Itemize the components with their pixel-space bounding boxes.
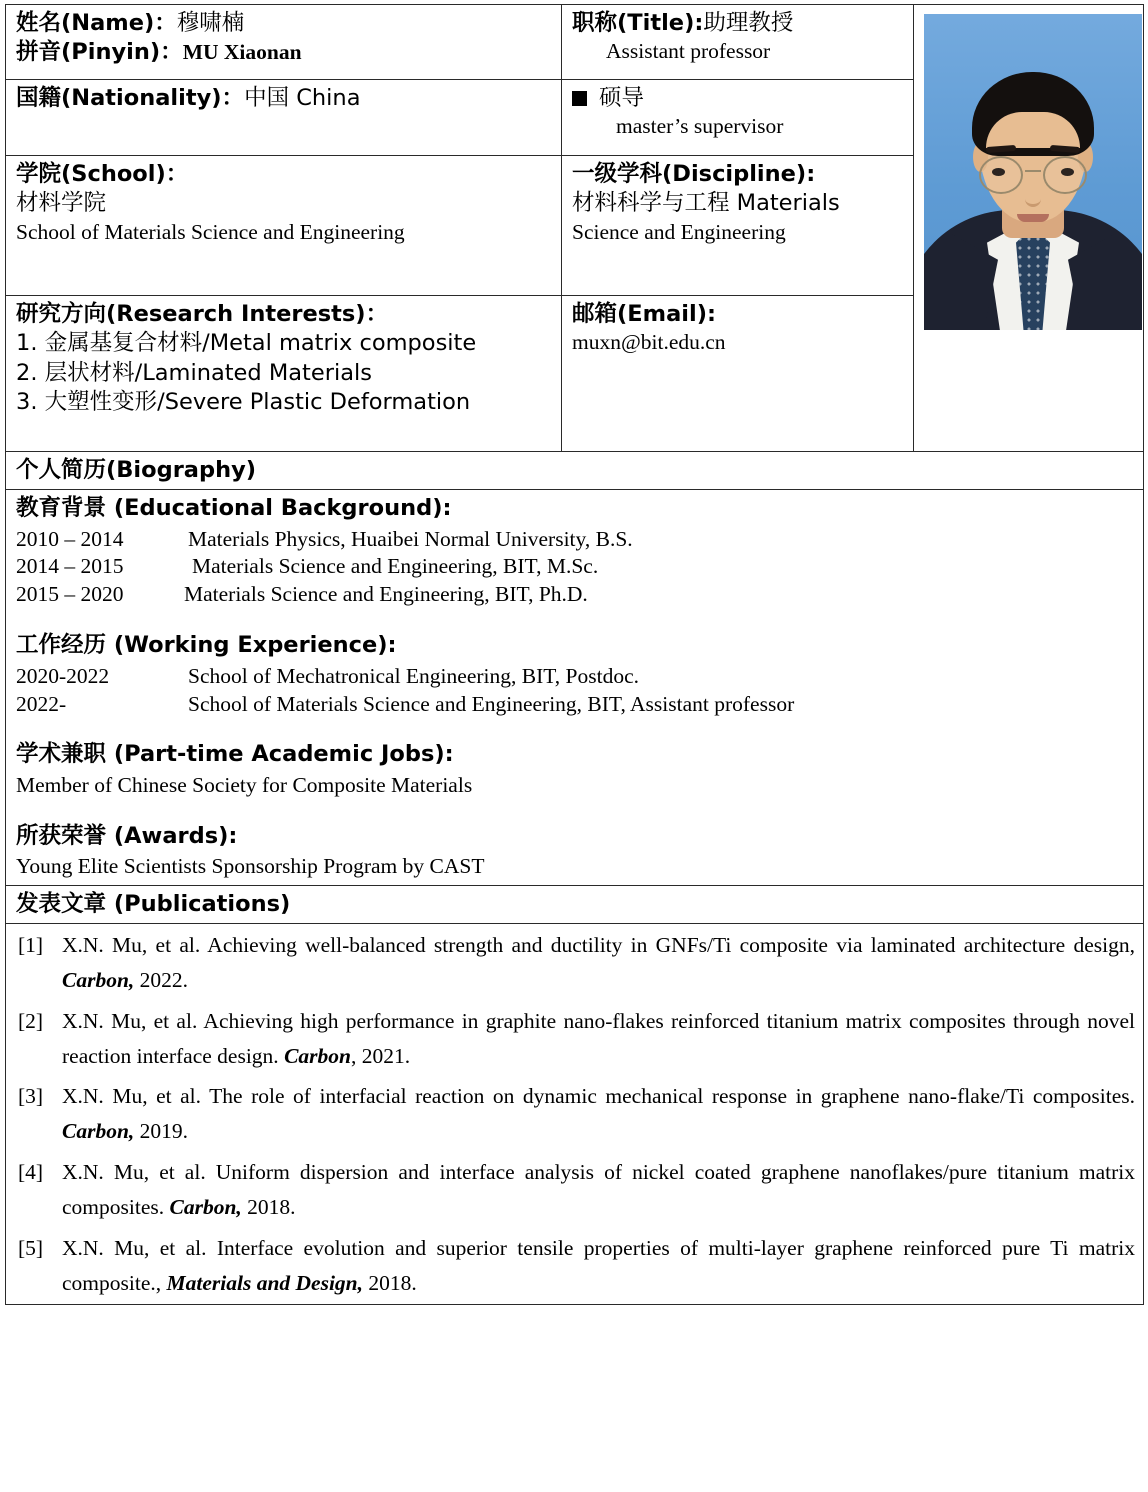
name-line — [16, 9, 553, 38]
name-value: 穆啸楠 — [176, 10, 245, 36]
education-detail: Materials Physics, Huaibei Normal University, B.S. — [188, 526, 633, 551]
table-row-biography-body — [6, 490, 1144, 886]
cell-nationality — [6, 80, 562, 156]
publication-text-before: X.N. Mu, et al. The role of interfacial reaction on dynamic mechanical response in graphene nano-flake/Ti composites. — [62, 1084, 1135, 1109]
working-period: 2020-2022 — [16, 663, 110, 688]
biography-body — [6, 490, 1144, 886]
publication-number: [4] — [18, 1160, 44, 1185]
school-value-en: School of Materials Science and Engineering — [16, 219, 405, 244]
cell-discipline — [562, 156, 914, 296]
publication-number: [1] — [18, 933, 44, 958]
nationality-label: 国籍(Nationality)： — [16, 85, 245, 111]
photo-mouth — [1017, 214, 1049, 222]
discipline-value-line2: Science and Engineering — [572, 219, 786, 244]
publication-item — [16, 1079, 1135, 1149]
publication-item — [16, 1231, 1135, 1301]
section-spacer — [16, 609, 1135, 631]
research-item: 3. 大塑性变形/Severe Plastic Deformation — [16, 388, 471, 415]
working-detail: School of Mechatronical Engineering, BIT, Postdoc. — [188, 663, 639, 688]
title-value-cn: 助理教授 — [703, 10, 794, 36]
discipline-label: 一级学科(Discipline): — [572, 161, 816, 187]
publication-text-after: 2018. — [241, 1194, 296, 1219]
email-label: 邮箱(Email): — [572, 301, 716, 327]
pinyin-line — [16, 38, 553, 67]
cell-email — [562, 296, 914, 452]
email-value[interactable]: muxn@bit.edu.cn — [572, 330, 726, 355]
education-period: 2015 – 2020 — [16, 582, 124, 607]
cell-research-interests — [6, 296, 562, 452]
faculty-profile-table — [5, 4, 1144, 1305]
title-line — [572, 9, 905, 38]
photo-glasses-bridge — [1025, 170, 1041, 172]
publication-text-after: , 2021. — [350, 1043, 411, 1068]
title-value-en: Assistant professor — [606, 39, 771, 64]
cell-name — [6, 5, 562, 80]
table-row-name — [6, 5, 1144, 80]
school-value-cn: 材料学院 — [16, 190, 107, 217]
section-spacer — [16, 800, 1135, 822]
cell-school — [6, 156, 562, 296]
working-row — [16, 663, 1135, 691]
working-heading: 工作经历 (Working Experience): — [16, 632, 397, 659]
title-label: 职称(Title): — [572, 10, 704, 36]
discipline-value-line1: 材料科学与工程 Materials — [572, 190, 840, 217]
biography-title: 个人简历(Biography) — [16, 457, 257, 483]
portrait-photo — [924, 14, 1142, 330]
supervisor-en: master’s supervisor — [616, 114, 784, 139]
publication-text-after: 2022. — [134, 967, 189, 992]
publication-item — [16, 1004, 1135, 1074]
education-period: 2010 – 2014 — [16, 526, 124, 551]
nationality-value: 中国 China — [244, 85, 361, 111]
publication-text-before: X.N. Mu, et al. Achieving high performance in graphite nano-flakes reinforced titanium matrix composites through novel reaction interface design. — [62, 1008, 1135, 1068]
publication-list — [16, 928, 1135, 1300]
research-item: 1. 金属基复合材料/Metal matrix composite — [16, 330, 477, 357]
education-detail: Materials Science and Engineering, BIT, Ph.D. — [184, 582, 588, 607]
education-detail: Materials Science and Engineering, BIT, M.Sc. — [192, 554, 599, 579]
filled-square-icon — [572, 91, 587, 106]
table-row-biography-band — [6, 452, 1144, 490]
pinyin-label: 拼音(Pinyin)： — [16, 39, 183, 66]
supervisor-cn: 硕导 — [599, 85, 645, 111]
awards-item: Young Elite Scientists Sponsorship Program by CAST — [16, 853, 485, 878]
publication-text-before: X.N. Mu, et al. Interface evolution and superior tensile properties of multi-layer graphene reinforced pure Ti matrix composite., — [62, 1235, 1135, 1295]
publication-text-after: 2018. — [363, 1270, 417, 1295]
publication-text-after: 2019. — [134, 1119, 189, 1144]
working-period: 2022- — [16, 691, 67, 716]
section-spacer — [16, 718, 1135, 740]
parttime-heading: 学术兼职 (Part-time Academic Jobs): — [16, 741, 454, 768]
publication-journal: Carbon, — [169, 1194, 242, 1219]
biography-band — [6, 452, 1144, 490]
name-label: 姓名(Name)： — [16, 10, 177, 36]
school-label: 学院(School)： — [16, 161, 189, 187]
publication-journal: Carbon — [284, 1043, 351, 1068]
publication-item — [16, 1155, 1135, 1225]
education-period: 2014 – 2015 — [16, 554, 124, 579]
working-row — [16, 691, 1135, 719]
pinyin-value: MU Xiaonan — [182, 40, 302, 65]
cell-title — [562, 5, 914, 80]
photo-nose — [1025, 190, 1041, 207]
parttime-item: Member of Chinese Society for Composite Materials — [16, 772, 473, 797]
publications-title: 发表文章 (Publications) — [16, 890, 291, 917]
research-label: 研究方向(Research Interests)： — [16, 301, 389, 327]
publication-text-before: X.N. Mu, et al. Uniform dispersion and interface analysis of nickel coated graphene nanoflakes/pure titanium matrix composites. — [62, 1160, 1135, 1219]
awards-heading: 所获荣誉 (Awards): — [16, 822, 238, 849]
publication-item — [16, 928, 1135, 998]
publication-text-before: X.N. Mu, et al. Achieving well-balanced strength and ductility in GNFs/Ti composite via laminated architecture design, — [62, 933, 1135, 958]
publication-number: [2] — [18, 1008, 44, 1033]
publications-band — [6, 885, 1144, 923]
publications-body — [6, 924, 1144, 1305]
photo-glasses-left — [979, 156, 1023, 194]
publication-journal: Carbon, — [62, 1119, 135, 1144]
publication-number: [5] — [18, 1235, 44, 1260]
research-item: 2. 层状材料/Laminated Materials — [16, 359, 372, 386]
table-row-publications-list — [6, 924, 1144, 1305]
education-row — [16, 526, 1135, 554]
publication-journal: Materials and Design, — [166, 1270, 364, 1295]
publication-number: [3] — [18, 1084, 44, 1109]
working-detail: School of Materials Science and Engineering, BIT, Assistant professor — [188, 691, 795, 716]
supervisor-line — [572, 84, 905, 113]
cell-supervisor — [562, 80, 914, 156]
cell-photo — [914, 5, 1144, 452]
table-row-publications-band — [6, 885, 1144, 923]
education-row — [16, 553, 1135, 581]
education-heading: 教育背景 (Educational Background): — [16, 495, 452, 522]
publication-journal: Carbon, — [62, 967, 135, 992]
photo-glasses-right — [1043, 156, 1087, 194]
education-row — [16, 581, 1135, 609]
